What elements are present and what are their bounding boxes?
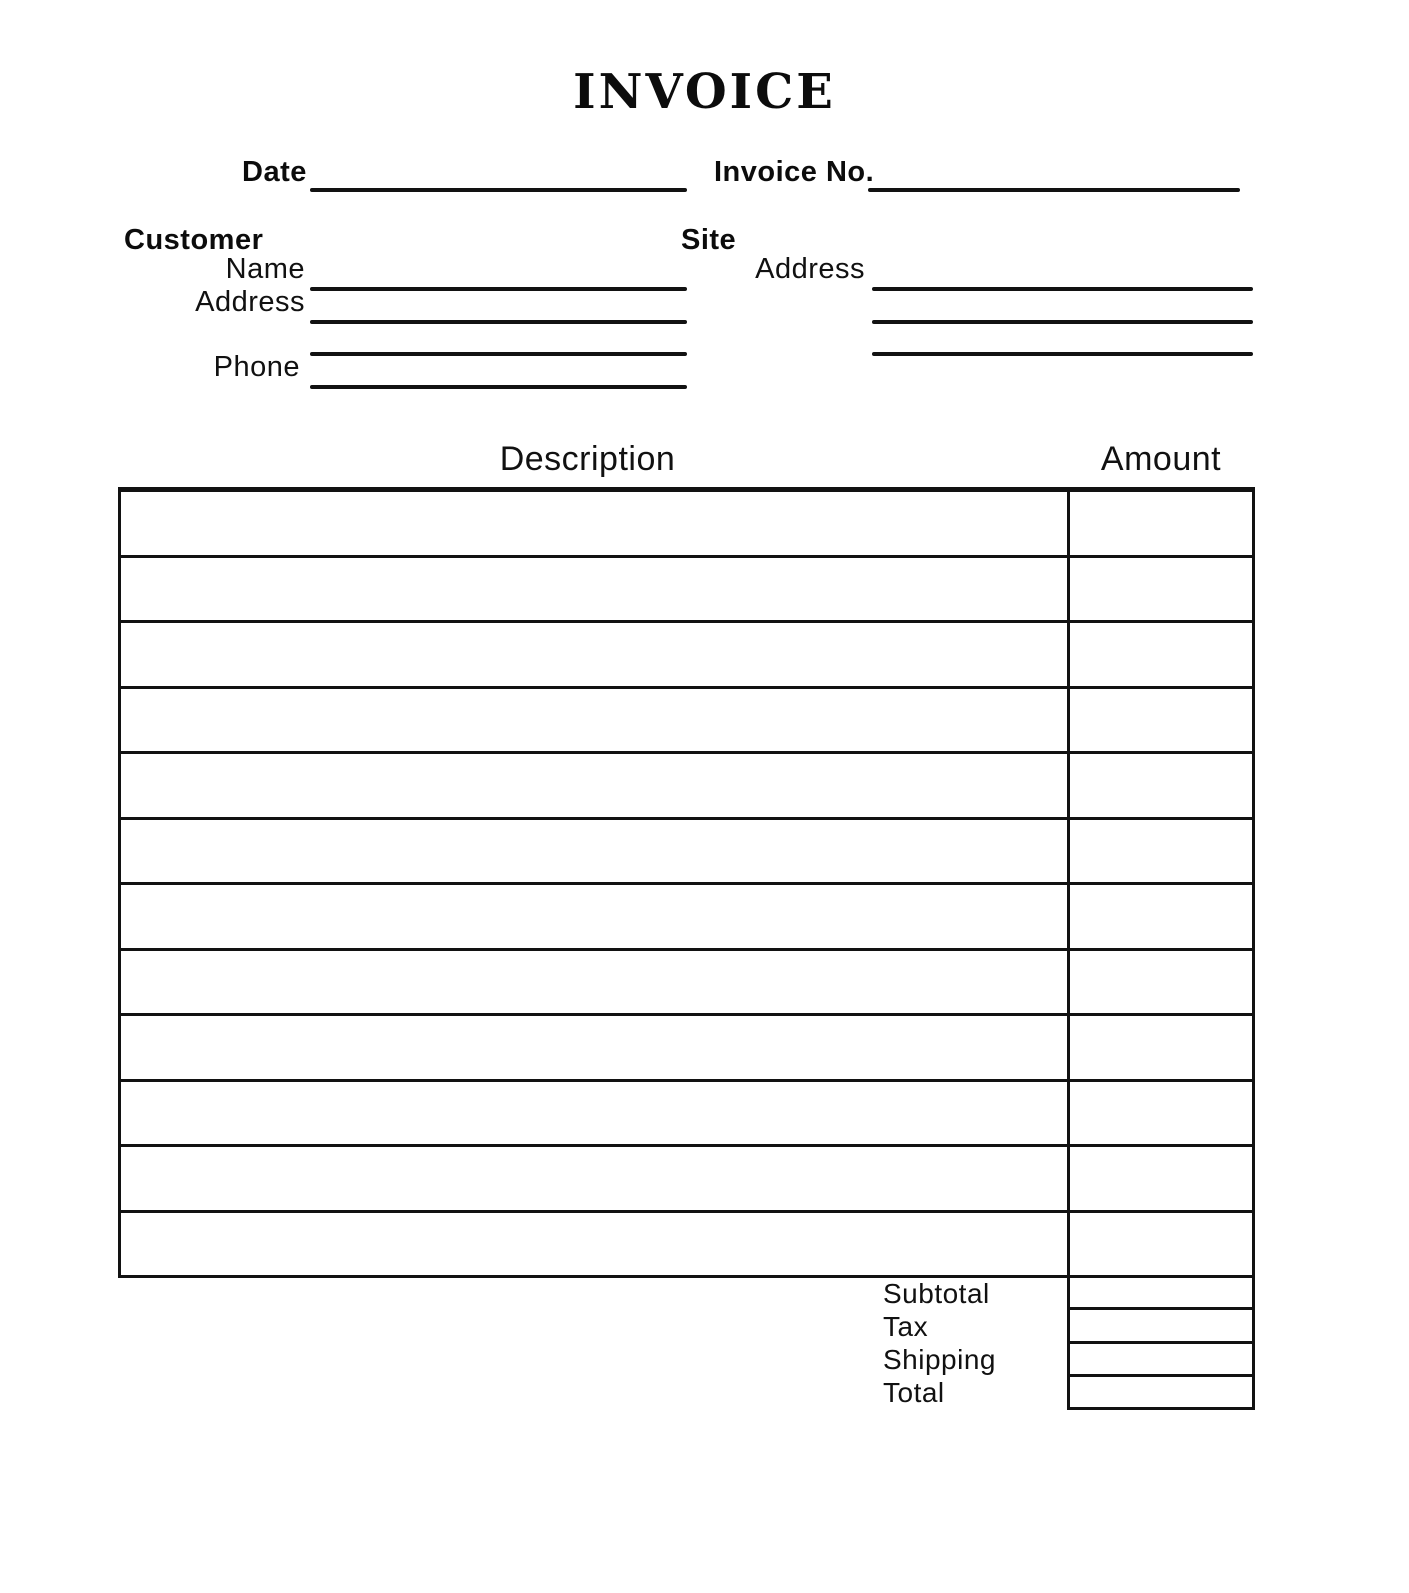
site-section-heading: Site <box>681 224 737 256</box>
amount-cell[interactable] <box>1070 1147 1252 1210</box>
total-amount-box[interactable] <box>1070 1377 1252 1407</box>
table-row <box>121 820 1252 886</box>
description-cell[interactable] <box>121 885 1070 948</box>
site-address-label: Address <box>755 253 865 285</box>
amount-cell[interactable] <box>1070 951 1252 1014</box>
amount-cell[interactable] <box>1070 689 1252 752</box>
customer-phone-label: Phone <box>213 351 300 383</box>
description-cell[interactable] <box>121 754 1070 817</box>
amount-cell[interactable] <box>1070 492 1252 555</box>
description-cell[interactable] <box>121 492 1070 555</box>
amount-cell[interactable] <box>1070 1213 1252 1276</box>
table-row <box>121 1082 1252 1148</box>
customer-name-label: Name <box>225 253 305 285</box>
invoice-no-input-line[interactable] <box>868 188 1240 192</box>
description-cell[interactable] <box>121 1016 1070 1079</box>
table-row <box>121 951 1252 1017</box>
date-label: Date <box>242 156 307 188</box>
amount-cell[interactable] <box>1070 885 1252 948</box>
description-cell[interactable] <box>121 951 1070 1014</box>
amount-column-header: Amount <box>1100 440 1222 478</box>
amount-cell[interactable] <box>1070 820 1252 883</box>
table-row <box>121 492 1252 558</box>
customer-section-heading: Customer <box>124 224 264 256</box>
site-address-input-line-1[interactable] <box>872 287 1253 291</box>
customer-address-label: Address <box>195 286 305 318</box>
table-row <box>121 1213 1252 1276</box>
amount-cell[interactable] <box>1070 623 1252 686</box>
subtotal-amount-box[interactable] <box>1070 1277 1252 1310</box>
tax-amount-box[interactable] <box>1070 1310 1252 1343</box>
description-cell[interactable] <box>121 623 1070 686</box>
description-cell[interactable] <box>121 1213 1070 1276</box>
customer-phone-input-line[interactable] <box>310 385 687 389</box>
invoice-no-label: Invoice No. <box>714 156 875 188</box>
description-cell[interactable] <box>121 820 1070 883</box>
customer-address-input-line-1[interactable] <box>310 320 687 324</box>
shipping-label: Shipping <box>883 1344 996 1376</box>
totals-boxes <box>1067 1277 1255 1410</box>
amount-cell[interactable] <box>1070 1082 1252 1145</box>
table-row <box>121 754 1252 820</box>
items-table <box>118 487 1255 1278</box>
customer-address-input-line-2[interactable] <box>310 352 687 356</box>
description-cell[interactable] <box>121 1147 1070 1210</box>
tax-label: Tax <box>883 1310 929 1342</box>
description-column-header: Description <box>499 440 676 478</box>
table-row <box>121 1016 1252 1082</box>
table-row <box>121 689 1252 755</box>
subtotal-label: Subtotal <box>883 1277 990 1309</box>
amount-cell[interactable] <box>1070 558 1252 621</box>
table-row <box>121 885 1252 951</box>
amount-cell[interactable] <box>1070 1016 1252 1079</box>
site-address-input-line-2[interactable] <box>872 320 1253 324</box>
site-address-input-line-3[interactable] <box>872 352 1253 356</box>
customer-name-input-line[interactable] <box>310 287 687 291</box>
shipping-amount-box[interactable] <box>1070 1344 1252 1377</box>
description-cell[interactable] <box>121 1082 1070 1145</box>
totals-labels <box>883 1277 1063 1410</box>
total-label: Total <box>883 1377 945 1409</box>
date-input-line[interactable] <box>310 188 687 192</box>
table-row <box>121 558 1252 624</box>
description-cell[interactable] <box>121 558 1070 621</box>
page-title: INVOICE <box>573 64 836 120</box>
amount-cell[interactable] <box>1070 754 1252 817</box>
table-row <box>121 1147 1252 1213</box>
description-cell[interactable] <box>121 689 1070 752</box>
table-row <box>121 623 1252 689</box>
